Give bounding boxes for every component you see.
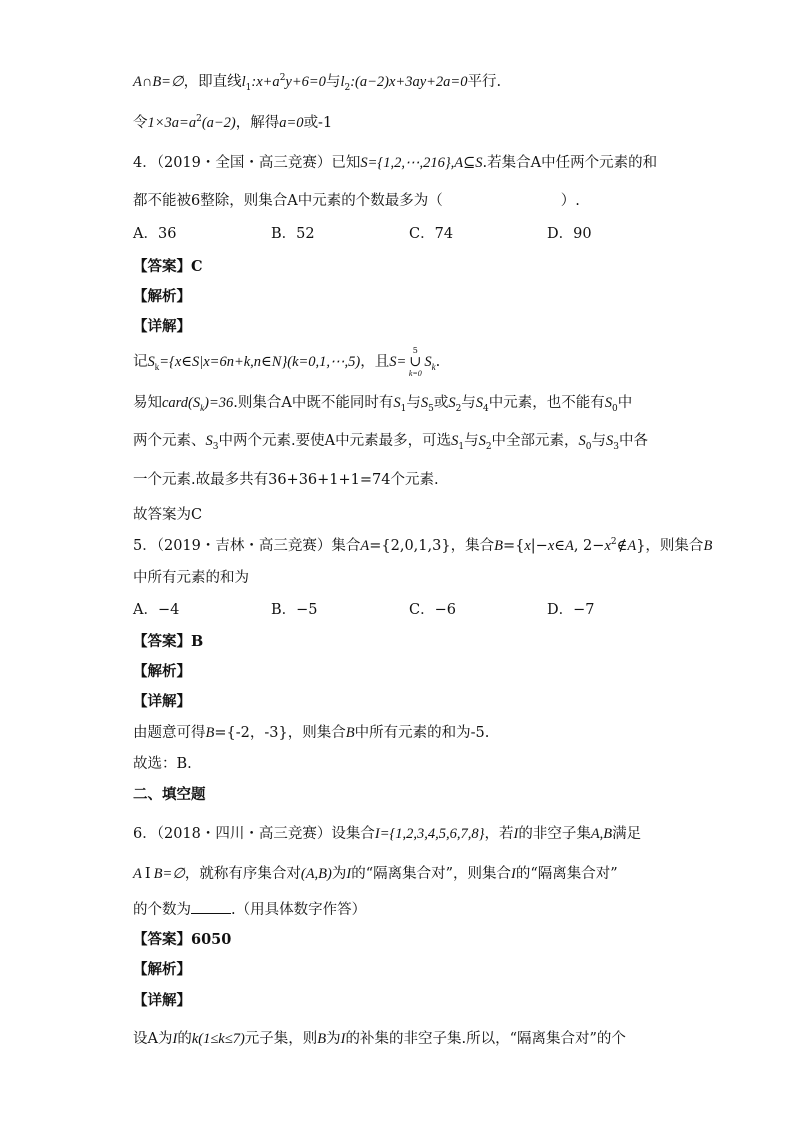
option-c: C．74 [409, 226, 454, 242]
math: 1×3a=a [147, 115, 197, 131]
math: S [147, 354, 155, 370]
superscript: 2 [196, 114, 202, 125]
math: y+6=0 [285, 74, 326, 90]
text-line: 两个元素、$S_3$中两个元素.要使A中元素最多，可选$S_1$与$S_2$中全部元素，$S_0$与$S_3$中各 [133, 433, 649, 452]
text-line: 设A为I的k(1≤k≤7)元子集，则B为I的补集的非空子集.所以，“隔离集合对”的个 [133, 1031, 626, 1047]
subscript: 1 [245, 82, 252, 93]
text: 记 [133, 354, 148, 370]
option-c: C．−6 [409, 602, 456, 618]
text-line [133, 113, 332, 133]
question-6: 6．（2018・四川・高三竞赛）设集合I={1,2,3,4,5,6,7,8}，若I的非空子集A,B满足 [133, 826, 642, 842]
question-4 [133, 153, 657, 173]
analysis-label: 【解析】 [133, 961, 191, 978]
superscript: 2 [279, 73, 286, 84]
answer-blank [191, 899, 231, 914]
text: ，即直线 [183, 74, 242, 90]
analysis-label: 【解析】 [133, 288, 191, 305]
detail-label: 【详解】 [133, 318, 191, 335]
math: S [424, 354, 432, 370]
text: ，且 [360, 354, 390, 370]
analysis-label: 【解析】 [133, 663, 191, 680]
subscript: k [154, 361, 160, 372]
detail-label: 【详解】 [133, 693, 191, 710]
option-a: A．36 [133, 226, 177, 242]
text-line: 由题意可得B={-2，-3}，则集合B中所有元素的和为-5. [133, 725, 490, 741]
text-line [133, 191, 580, 211]
option-b: B．52 [271, 226, 315, 242]
text: ）. [560, 193, 580, 209]
math: S={1,2,⋯,216},A⊆S [360, 155, 483, 171]
text-line [133, 72, 501, 92]
math: l [340, 74, 345, 90]
text: 都不能被6整除，则集合A中元素的个数最多为（ [133, 193, 443, 209]
math: :(a−2)x+3ay+2a=0 [350, 74, 468, 90]
options-line [133, 224, 685, 244]
text-line: 的个数为 .（用具体数字作答） [133, 899, 366, 920]
math: l [241, 74, 246, 90]
section-heading: 二、填空题 [133, 786, 206, 803]
text-line: 故选：B. [133, 756, 192, 772]
text-line: 中所有元素的和为 [133, 570, 249, 586]
option-a: A．−4 [133, 602, 180, 618]
union-symbol: 5 ∪ k=0 [408, 346, 422, 378]
option-d: D．−7 [547, 602, 595, 618]
options-line [133, 600, 685, 620]
subscript: k [431, 361, 436, 372]
math: a=0 [279, 115, 304, 131]
question-5: 5．（2019・吉林・高三竞赛）集合A={2,0,1,3}，集合B={x|−x∈A, $2-x^2\notin A$}，则集合B [133, 537, 713, 554]
text-line: 一个元素.故最多共有36+36+1+1=74个元素. [133, 472, 439, 488]
text: ，解得 [235, 115, 280, 131]
text: . [435, 354, 441, 370]
text-line: 易知$card(S_k)=36$.则集合A中既不能同时有$S_1$与$S_5$或$S_2$与$S_4$中元素，也不能有$S_0$中 [133, 395, 633, 414]
math: S= [389, 354, 407, 370]
math: A∩B=∅ [133, 74, 184, 90]
option-b: B．−5 [271, 602, 318, 618]
math: ={x∈S|x=6n+k,n∈N}(k=0,1,⋯,5) [159, 354, 361, 370]
text: 与 [325, 74, 341, 90]
answer-label: 【答案】B [133, 633, 204, 650]
text-line: 故答案为C [133, 507, 203, 523]
option-d: D．90 [547, 226, 592, 242]
text-line [133, 346, 441, 378]
math: (a−2) [201, 115, 236, 131]
text: .若集合A中任两个元素的和 [482, 155, 658, 171]
text: 或-1 [303, 115, 333, 131]
text-line: A I B=∅，就称有序集合对(A,B)为I的“隔离集合对”，则集合I的“隔离集合对” [133, 866, 618, 882]
math: :x+a [251, 74, 280, 90]
answer-label: 【答案】C [133, 258, 203, 275]
text: 4．（2019・全国・高三竞赛）已知 [133, 155, 361, 171]
answer-label: 【答案】6050 [133, 931, 232, 948]
subscript: 2 [344, 82, 351, 93]
text: 令 [133, 115, 148, 131]
text: 平行. [467, 74, 502, 90]
detail-label: 【详解】 [133, 992, 191, 1009]
